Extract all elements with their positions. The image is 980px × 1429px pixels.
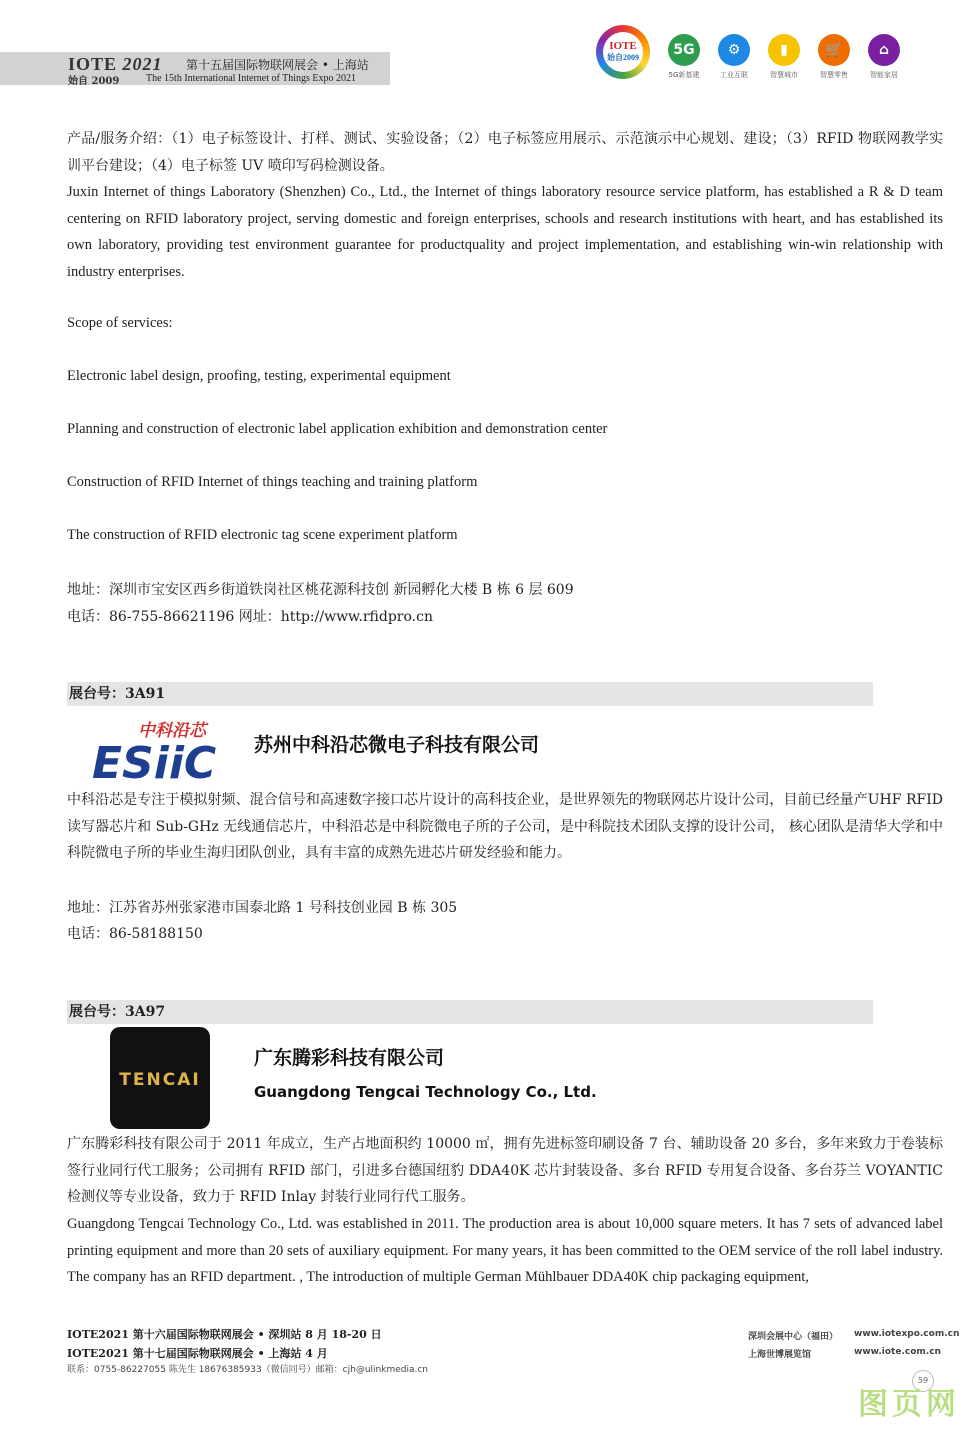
cart-icon: 🛒 [818,34,850,66]
booth-label: 展台号：3A91 [67,682,873,706]
scope-item: Planning and construction of electronic label application exhibition and demonstration center [67,421,608,437]
category-label: 5G新基建 [668,71,700,79]
home-icon: ⌂ [868,34,900,66]
company2-phone: 电话：86-58188150 [67,926,203,942]
header-brand: IOTE 2021 [68,54,163,74]
category-label: 智慧零售 [820,71,848,79]
company2-address: 地址：江苏省苏州张家港市国泰北路 1 号科技创业园 B 栋 305 [67,900,458,916]
header-year: 2021 [122,54,163,74]
company1-contact: 电话：86-755-86621196 网址：http://www.rfidpro.cn [67,609,433,625]
tengcai-logo [110,1027,210,1129]
company3-name-en: Guangdong Tengcai Technology Co., Ltd. [254,1083,597,1101]
iote-logo-sub: 始自2009 [607,53,639,62]
company2-name-cn: 苏州中科沿芯微电子科技有限公司 [254,734,540,756]
footer-venue-1: 深圳会展中心（福田） [748,1332,839,1342]
page-number: 59 [912,1370,934,1392]
footer-contact: 联系：0755-86227055 陈先生 18676385933（微信同号）邮箱：cjh@ulinkmedia.cn [67,1365,428,1375]
header-title-en: The 15th International Internet of Things Expo 2021 [146,73,357,84]
iote-logo-text: IOTE [609,40,637,52]
company3-intro-en: Guangdong Tengcai Technology Co., Ltd. was established in 2011. The production area is about 10,000 square meters. It has 7 sets of advanced label printing equipment and more than 20 sets of auxiliary equipment. For many years, it has been committed to the OEM service of the roll label industry. The company has an RFID department. , The introduction of multiple German Mühlbauer DDA40K chip packaging equipment, [67,1216,943,1285]
5g-icon: 5G [668,34,700,66]
esiic-logo [92,714,242,784]
scope-item: Electronic label design, proofing, testing, experimental equipment [67,368,451,384]
company1-address: 地址：深圳市宝安区西乡街道铁岗社区桃花源科技创 新园孵化大楼 B 栋 6 层 609 [67,582,574,598]
footer-url-2: www.iote.com.cn [854,1347,941,1357]
category-industrial [706,34,762,80]
category-5g [656,34,712,80]
city-icon: ▮ [768,34,800,66]
company2-intro-cn: 中科沿芯是专注于模拟射频、混合信号和高速数字接口芯片设计的高科技企业，是世界领先的物联网芯片设计公司，目前已经量产UHF RFID 读写器芯片和 Sub-GHz 无线通信芯片，中科沿芯是中科院微电子所的子公司，是中科院技术团队支撑的设计公司， 核心团队是清华大学和中科院微电子所的毕业生海归团队创业，具有丰富的成熟先进芯片研发经验和能力。 [67,792,943,861]
footer-event-1: IOTE2021 第十六届国际物联网展会 • 深圳站 8 月 18-20 日 [67,1328,382,1341]
category-label: 智慧城市 [770,71,798,79]
scope-item: The construction of RFID electronic tag scene experiment platform [67,527,458,543]
watermark: 图页网 [858,1387,960,1422]
category-city [756,34,812,80]
tengcai-logo-text: TENCAI [119,1070,201,1090]
category-label: 智能家居 [870,71,898,79]
tengcai-logo-mark [110,1027,210,1129]
company1-scope-title: Scope of services: [67,315,173,331]
esiic-logo-en: ESiiC [92,738,217,784]
company1-services-cn: 产品/服务介绍：（1）电子标签设计、打样、测试、实验设备；（2）电子标签应用展示、示范演示中心规划、建设；（3）RFID 物联网教学实训平台建设；（4）电子标签 UV 喷印写码检测设备。 [67,131,943,174]
category-label: 工业互联 [720,71,748,79]
company1-intro-en: Juxin Internet of things Laboratory (Shenzhen) Co., Ltd., the Internet of things laboratory resource service platform, has established a R & D team centering on RFID laboratory project, serving domestic and foreign enterprises, schools and research institutions with heart, and has established its own laboratory, providing test environment guarantee for productquality and project implementation, and establishing win-win relationship with industry enterprises. [67,184,943,280]
scope-item: Construction of RFID Internet of things teaching and training platform [67,474,478,490]
category-home [856,34,912,80]
footer-venue-2: 上海世博展览馆 [748,1350,812,1360]
company3-intro-cn: 广东腾彩科技有限公司于 2011 年成立，生产占地面积约 10000 ㎡，拥有先进标签印刷设备 7 台、辅助设备 20 多台，多年来致力于卷装标签行业同行代工服务；公司拥有 RFID 部门，引进多台德国纽豹 DDA40K 芯片封装设备、多台 RFID 专用复合设备、多台芬兰 VOYANTIC 检测仪等专业设备，致力于 RFID Inlay 封装行业同行代工服务。 [67,1136,943,1205]
esiic-logo-cn: 中科沿芯 [138,721,206,741]
category-retail [806,34,862,80]
footer-url-1: www.iotexpo.com.cn [854,1329,960,1339]
company3-name-cn: 广东腾彩科技有限公司 [254,1047,445,1069]
gears-icon: ⚙ [718,34,750,66]
header-title-cn: 第十五届国际物联网展会 • 上海站 [186,58,369,72]
header-since: 始自 2009 [68,76,120,87]
iote-logo [596,25,650,79]
footer-event-2: IOTE2021 第十七届国际物联网展会 • 上海站 4 月 [67,1347,328,1360]
booth-label: 展台号：3A97 [67,1000,873,1024]
